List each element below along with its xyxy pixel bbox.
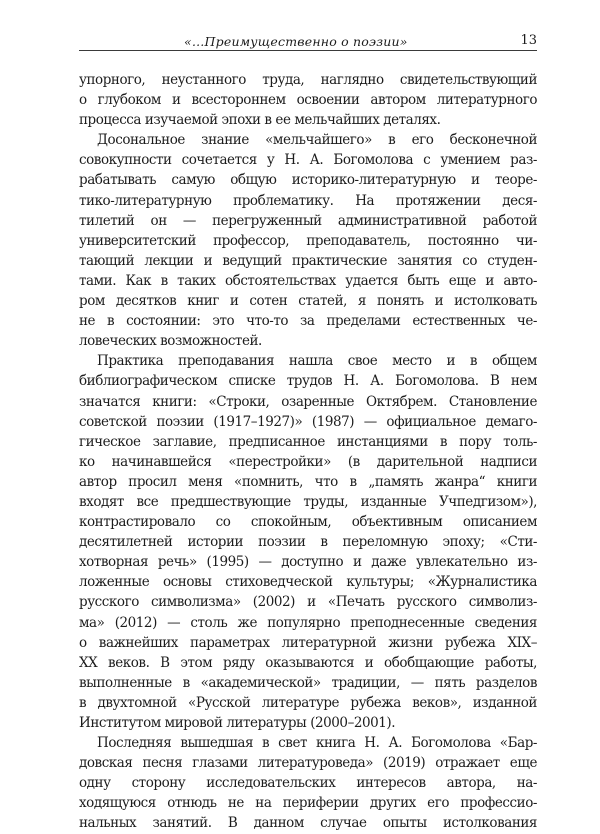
text-line: нальных занятий. В данном случае опыты истолкования <box>79 815 537 832</box>
text-line: тами. Как в таких обстоятельствах удается быть еще и авто- <box>79 272 537 289</box>
text-line: выполненные в «академической» традиции, — пять разделов <box>79 674 537 691</box>
paragraph <box>79 351 537 733</box>
text-line: XX веков. В этом ряду оказываются и обобщающие работы, <box>79 654 537 671</box>
text-line: о важнейших параметрах литературной жизни рубежа XIX– <box>79 634 537 651</box>
text-line: в двухтомной «Русской литературе рубежа веков», изданной <box>79 694 537 711</box>
text-line: библиографическом списке трудов Н. А. Богомолова. В нем <box>79 373 537 390</box>
text-line: довская песня глазами литературоведа» (2019) отражает еще <box>79 755 537 772</box>
text-line: ром десятков книг и сотен статей, я понять и истолковать <box>79 293 537 310</box>
paragraph <box>79 130 537 351</box>
text-line: тико-литературную проблематику. На протяжении деся- <box>79 192 537 209</box>
text-line: университетский профессор, преподаватель, постоянно чи- <box>79 232 537 249</box>
text-line: ко начинавшейся «перестройки» (в дарительной надписи <box>79 453 537 470</box>
text-line: гическое заглавие, предписанное инстанциями в пору толь- <box>79 433 537 450</box>
text-line: Последняя вышедшая в свет книга Н. А. Богомолова «Бар- <box>97 735 537 752</box>
paragraph <box>79 733 537 833</box>
text-line: значатся книги: «Строки, озаренные Октябрем. Становление <box>79 393 537 410</box>
text-line: ходящуюся отнюдь не на периферии других его профессио- <box>79 795 537 812</box>
page-number: 13 <box>520 33 537 48</box>
body-text <box>79 70 537 834</box>
paragraph <box>79 70 537 130</box>
running-head <box>79 28 537 51</box>
text-line: контрастировало со спокойным, объективным описанием <box>79 514 537 531</box>
running-head-title: «…Преимущественно о поэзии» <box>184 34 408 49</box>
text-line: тающий лекции и ведущий практические занятия со студен- <box>79 252 537 269</box>
text-line: процесса изучаемой эпохи в ее мельчайших деталях. <box>79 112 441 129</box>
text-line: автор просил меня «помнить, что в „память жанра“ книги <box>79 473 537 490</box>
text-line: ловеческих возможностей. <box>79 333 262 350</box>
text-line: не в состоянии: это что-то за пределами естественных че- <box>79 313 537 330</box>
text-line: Институтом мировой литературы (2000–2001). <box>79 715 396 731</box>
text-line: совокупности сочетается у Н. А. Богомолова с умением раз- <box>79 152 537 169</box>
text-line: хотворная речь» (1995) — доступно и даже увлекательно из- <box>79 554 537 571</box>
text-line: входят все предшествующие труды, изданные Учпедгизом»), <box>79 493 537 510</box>
text-line: русского символизма» (2002) и «Печать русского символиз- <box>79 594 537 611</box>
text-line: ложенные основы стиховедческой культуры; «Журналистика <box>79 574 537 591</box>
text-line: Досональное знание «мельчайшего» в его бесконечной <box>97 132 537 149</box>
text-line: десятилетней истории поэзии в переломную эпоху; «Сти- <box>79 534 537 551</box>
text-line: Практика преподавания нашла свое место и в общем <box>97 353 537 370</box>
text-line: ма» (2012) — столь же популярно преподнесенные сведения <box>79 614 537 631</box>
text-line: рабатывать самую общую историко-литературную и теоре- <box>79 172 537 189</box>
text-line: упорного, неустанного труда, наглядно свидетельствующий <box>79 72 537 88</box>
text-line: одну сторону исследовательских интересов автора, на- <box>79 775 537 792</box>
text-line: о глубоком и всестороннем освоении автором литературного <box>79 92 537 109</box>
text-line: советской поэзии (1917–1927)» (1987) — официальное демаго- <box>79 413 537 430</box>
text-line: тилетий он — перегруженный административной работой <box>79 212 537 229</box>
